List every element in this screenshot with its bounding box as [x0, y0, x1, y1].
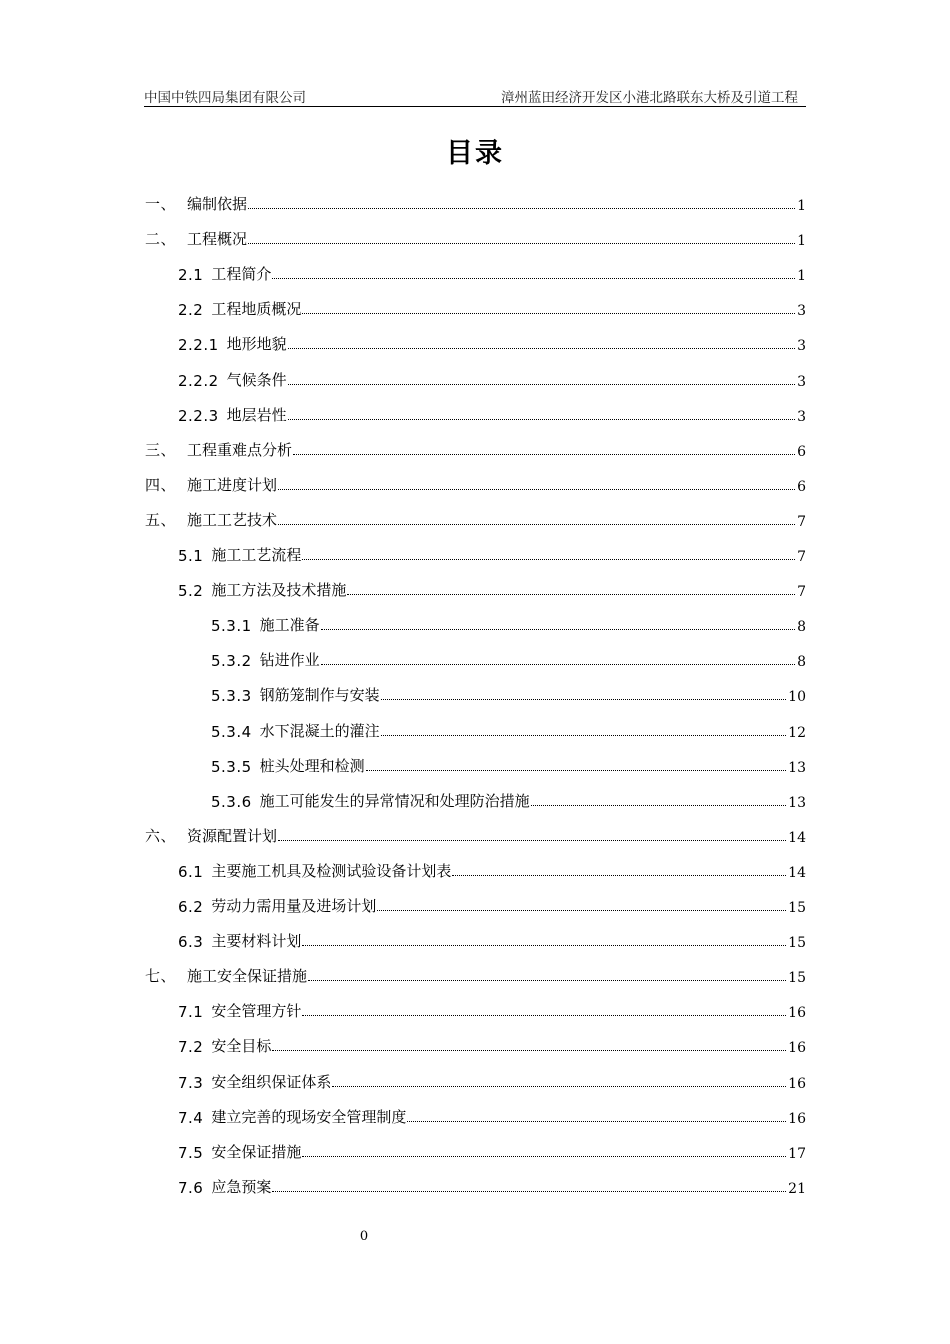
- toc-entry[interactable]: [178, 330, 806, 354]
- toc-dot-leader: [321, 629, 795, 630]
- toc-entry[interactable]: [145, 436, 806, 460]
- toc-entry-number: 7.6: [178, 1178, 204, 1197]
- toc-entry[interactable]: [145, 225, 806, 249]
- toc-entry-page: 15: [788, 935, 806, 952]
- toc-entry-number: 2.2: [178, 301, 204, 320]
- toc-entry-title: 施工准备: [259, 616, 320, 635]
- toc-entry[interactable]: [178, 576, 806, 600]
- toc-entry[interactable]: [178, 1103, 806, 1127]
- toc-entry-title: 工程重难点分析: [187, 440, 293, 459]
- toc-entry[interactable]: [178, 401, 806, 425]
- toc-entry-title: 建立完善的现场安全管理制度: [211, 1107, 407, 1126]
- page-header: [144, 84, 806, 106]
- toc-entry[interactable]: [178, 260, 806, 284]
- toc-entry-title: 施工可能发生的异常情况和处理防治措施: [259, 791, 530, 810]
- toc-entry-title: 安全管理方针: [211, 1002, 302, 1021]
- toc-entry-page: 16: [788, 1005, 806, 1022]
- toc-entry-number: 7.3: [178, 1073, 204, 1092]
- toc-entry-page: 7: [797, 513, 806, 530]
- toc-entry-number: 5.3.6: [211, 792, 252, 811]
- toc-dot-leader: [248, 208, 795, 209]
- toc-entry-page: 15: [788, 900, 806, 916]
- toc-entry[interactable]: [145, 471, 806, 495]
- toc-entry-number: 五、: [145, 510, 177, 529]
- toc-entry[interactable]: [145, 962, 806, 986]
- toc-dot-leader: [302, 559, 795, 560]
- toc-entry[interactable]: [178, 366, 806, 390]
- toc-entry-title: 施工进度计划: [187, 475, 278, 494]
- toc-entry-number: 5.3.3: [211, 687, 252, 706]
- header-project: 漳州蓝田经济开发区小港北路联东大桥及引道工程: [501, 90, 798, 106]
- toc-entry-number: 2.2.2: [178, 371, 219, 390]
- toc-entry-title: 施工方法及技术措施: [211, 581, 347, 600]
- toc-dot-leader: [272, 1191, 786, 1192]
- toc-entry-title: 安全组织保证体系: [211, 1072, 332, 1091]
- toc-entry[interactable]: [211, 717, 806, 741]
- toc-entry-page: 1: [797, 268, 806, 285]
- toc-entry-title: 施工工艺流程: [211, 546, 302, 564]
- toc-entry-page: 3: [797, 338, 806, 355]
- toc-dot-leader: [278, 840, 786, 841]
- toc-entry-page: 8: [797, 619, 806, 636]
- toc-entry-number: 5.3.1: [211, 617, 252, 636]
- toc-entry-page: 7: [797, 549, 806, 565]
- toc-dot-leader: [288, 348, 795, 349]
- toc-entry-page: 10: [788, 689, 806, 706]
- toc-entry-page: 3: [797, 373, 806, 390]
- toc-dot-leader: [302, 1156, 786, 1157]
- toc-entry[interactable]: [178, 1068, 806, 1092]
- toc-entry[interactable]: [178, 927, 806, 951]
- toc-entry-page: 8: [797, 654, 806, 671]
- toc-entry-page: 21: [788, 1180, 806, 1197]
- toc-entry-number: 7.5: [178, 1143, 204, 1162]
- toc-entry-number: 5.3.4: [211, 722, 252, 741]
- toc-entry-title: 桩头处理和检测: [259, 756, 365, 775]
- toc-dot-leader: [272, 278, 795, 279]
- toc-dot-leader: [302, 945, 786, 946]
- toc-entry-number: 5.2: [178, 582, 204, 601]
- toc-entry-number: 二、: [145, 230, 177, 249]
- toc-entry-number: 一、: [145, 195, 177, 213]
- toc-entry-number: 七、: [145, 967, 177, 986]
- toc-entry-title: 工程简介: [211, 265, 272, 284]
- toc-entry[interactable]: [145, 190, 806, 214]
- toc-dot-leader: [248, 243, 795, 244]
- toc-dot-leader: [377, 910, 786, 911]
- toc-entry-number: 5.1: [178, 547, 204, 565]
- toc-entry-page: 6: [797, 443, 806, 460]
- toc-dot-leader: [321, 664, 795, 665]
- toc-entry-title: 工程概况: [187, 230, 248, 249]
- toc-entry-title: 工程地质概况: [211, 300, 302, 319]
- toc-entry-number: 5.3.2: [211, 652, 252, 671]
- toc-entry-page: 17: [788, 1145, 806, 1162]
- toc-entry-number: 7.1: [178, 1003, 204, 1022]
- toc-dot-leader: [347, 594, 795, 595]
- toc-entry[interactable]: [145, 506, 806, 530]
- toc-entry-page: 7: [797, 584, 806, 601]
- toc-entry-page: 16: [788, 1040, 806, 1057]
- toc-entry-title: 编制依据: [187, 195, 248, 213]
- toc-entry[interactable]: [178, 1138, 806, 1162]
- toc-dot-leader: [288, 419, 795, 420]
- toc-dot-leader: [278, 524, 795, 525]
- toc-dot-leader: [531, 805, 786, 806]
- toc-entry[interactable]: [145, 822, 806, 846]
- toc-dot-leader: [302, 1015, 786, 1016]
- toc-dot-leader: [381, 735, 786, 736]
- header-divider: [144, 106, 806, 107]
- toc-entry-number: 2.2.1: [178, 336, 219, 355]
- toc-entry-number: 四、: [145, 475, 177, 494]
- toc-entry[interactable]: [178, 997, 806, 1021]
- toc-entry[interactable]: [211, 787, 806, 811]
- toc-entry-title: 主要施工机具及检测试验设备计划表: [211, 861, 452, 880]
- toc-dot-leader: [332, 1086, 786, 1087]
- toc-entry[interactable]: [211, 611, 806, 635]
- toc-entry-page: 16: [788, 1110, 806, 1127]
- toc-entry-title: 地层岩性: [226, 405, 287, 424]
- toc-dot-leader: [308, 980, 786, 981]
- toc-dot-leader: [366, 770, 786, 771]
- toc-entry-title: 应急预案: [211, 1177, 272, 1196]
- toc-entry-number: 六、: [145, 826, 177, 845]
- toc-dot-leader: [407, 1121, 786, 1122]
- toc-entry-page: 15: [788, 970, 806, 987]
- toc-entry-page: 12: [788, 724, 806, 741]
- toc-dot-leader: [452, 875, 786, 876]
- toc-entry-number: 5.3.5: [211, 757, 252, 776]
- toc-entry-page: 14: [788, 829, 806, 846]
- toc-entry[interactable]: [211, 646, 806, 670]
- toc-entry-title: 钻进作业: [259, 651, 320, 670]
- toc-entry[interactable]: [178, 1032, 806, 1056]
- toc-entry-title: 地形地貌: [226, 335, 287, 354]
- toc-entry-number: 7.2: [178, 1038, 204, 1057]
- toc-entry-number: 7.4: [178, 1108, 204, 1127]
- toc-entry-page: 13: [788, 759, 806, 776]
- toc-entry[interactable]: [178, 295, 806, 319]
- toc-entry-page: 13: [788, 794, 806, 811]
- toc-entry-title: 施工工艺技术: [187, 510, 278, 529]
- toc-entry-title: 气候条件: [226, 370, 287, 389]
- toc-dot-leader: [302, 313, 795, 314]
- toc-entry-title: 施工安全保证措施: [187, 967, 308, 986]
- toc-dot-leader: [293, 454, 795, 455]
- toc-entry-title: 钢筋笼制作与安装: [259, 686, 380, 705]
- toc-entry-page: 3: [797, 408, 806, 425]
- toc-entry-title: 主要材料计划: [211, 932, 302, 951]
- toc-dot-leader: [278, 489, 795, 490]
- toc-entry-number: 三、: [145, 440, 177, 459]
- toc-entry[interactable]: [178, 857, 806, 881]
- toc-entry-number: 2.2.3: [178, 406, 219, 425]
- toc-entry[interactable]: [178, 892, 806, 916]
- header-company: 中国中铁四局集团有限公司: [144, 90, 306, 106]
- page-title: 目录: [446, 138, 504, 169]
- toc-entry-number: 6.2: [178, 898, 204, 916]
- toc-entry-page: 6: [797, 478, 806, 495]
- toc-entry-title: 水下混凝土的灌注: [259, 721, 380, 740]
- toc-dot-leader: [381, 699, 786, 700]
- toc-dot-leader: [288, 384, 795, 385]
- toc-entry[interactable]: [178, 541, 806, 565]
- toc-entry-page: 16: [788, 1075, 806, 1092]
- toc-entry-title: 劳动力需用量及进场计划: [211, 897, 377, 915]
- toc-entry-page: 1: [797, 233, 806, 250]
- toc-entry-number: 6.1: [178, 862, 204, 881]
- toc-entry-number: 2.1: [178, 266, 204, 285]
- toc-entry-page: 1: [797, 198, 806, 214]
- toc-entry-page: 14: [788, 864, 806, 881]
- toc-entry[interactable]: [211, 752, 806, 776]
- toc-entry-title: 安全目标: [211, 1037, 272, 1056]
- toc-entry-title: 资源配置计划: [187, 826, 278, 845]
- toc-dot-leader: [272, 1050, 786, 1051]
- toc-entry[interactable]: [211, 681, 806, 705]
- toc-entry-page: 3: [797, 303, 806, 320]
- page-number: 0: [359, 1229, 369, 1244]
- toc-entry[interactable]: [178, 1173, 806, 1197]
- toc-entry-title: 安全保证措施: [211, 1142, 302, 1161]
- toc-entry-number: 6.3: [178, 933, 204, 952]
